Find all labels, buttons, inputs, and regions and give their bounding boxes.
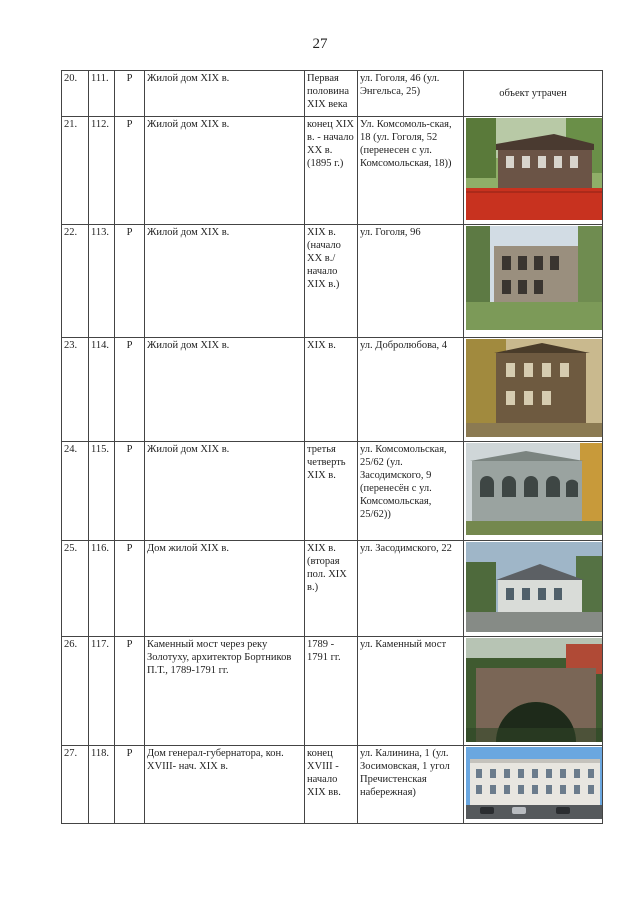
row-number: 20. xyxy=(62,71,89,117)
object-address: ул. Гоголя, 96 xyxy=(358,225,464,338)
wooden-house-red-fence-photo-icon xyxy=(466,118,603,220)
row-number: 25. xyxy=(62,541,89,637)
table-row xyxy=(62,637,603,746)
object-name: Жилой дом XIX в. xyxy=(145,71,305,117)
object-id: 113. xyxy=(89,225,115,338)
category: Р xyxy=(115,637,145,746)
ruined-brick-house-photo-icon xyxy=(466,226,603,330)
heritage-registry-table xyxy=(61,70,603,824)
object-id: 112. xyxy=(89,117,115,225)
object-address: ул. Комсомольская, 25/62 (ул. Засодимского, 9 (перенесён с ул. Комсомольская, 25/62)) xyxy=(358,442,464,541)
arched-window-house-photo-icon xyxy=(466,443,603,535)
object-id: 111. xyxy=(89,71,115,117)
wooden-house-trees-photo-icon xyxy=(466,339,603,437)
category: Р xyxy=(115,541,145,637)
table-row xyxy=(62,442,603,541)
row-number: 27. xyxy=(62,746,89,824)
object-id: 118. xyxy=(89,746,115,824)
object-name: Жилой дом XIX в. xyxy=(145,117,305,225)
object-date: Первая половина XIX века xyxy=(305,71,358,117)
object-photo xyxy=(464,637,603,746)
object-name: Жилой дом XIX в. xyxy=(145,338,305,442)
table-row xyxy=(62,338,603,442)
table-row xyxy=(62,71,603,117)
object-name: Дом генерал-губернатора, кон. XVIII- нач. XIX в. xyxy=(145,746,305,824)
row-number: 26. xyxy=(62,637,89,746)
object-address: ул. Добролюбова, 4 xyxy=(358,338,464,442)
object-photo xyxy=(464,117,603,225)
object-date: XIX в. (вторая пол. XIX в.) xyxy=(305,541,358,637)
row-number: 22. xyxy=(62,225,89,338)
table-row xyxy=(62,117,603,225)
object-name: Каменный мост через реку Золотуху, архитектор Бортников П.Т., 1789-1791 гг. xyxy=(145,637,305,746)
category: Р xyxy=(115,225,145,338)
row-number: 24. xyxy=(62,442,89,541)
table-row xyxy=(62,746,603,824)
object-id: 117. xyxy=(89,637,115,746)
object-photo xyxy=(464,541,603,637)
table-row xyxy=(62,541,603,637)
row-number: 23. xyxy=(62,338,89,442)
object-name: Дом жилой XIX в. xyxy=(145,541,305,637)
object-address: ул. Каменный мост xyxy=(358,637,464,746)
object-photo xyxy=(464,338,603,442)
object-date: XIX в. xyxy=(305,338,358,442)
page-number: 27 xyxy=(312,36,328,52)
object-date: третья четверть XIX в. xyxy=(305,442,358,541)
category: Р xyxy=(115,442,145,541)
object-address: ул. Засодимского, 22 xyxy=(358,541,464,637)
row-number: 21. xyxy=(62,117,89,225)
object-id: 115. xyxy=(89,442,115,541)
category: Р xyxy=(115,338,145,442)
stone-arch-bridge-photo-icon xyxy=(466,638,603,742)
object-address: ул. Калинина, 1 (ул. Зосимовская, 1 угол Пречистенская набережная) xyxy=(358,746,464,824)
object-photo xyxy=(464,442,603,541)
governor-house-photo-icon xyxy=(466,747,603,819)
object-date: XIX в. (начало XX в./ начало XIX в.) xyxy=(305,225,358,338)
object-id: 114. xyxy=(89,338,115,442)
object-date: 1789 - 1791 гг. xyxy=(305,637,358,746)
category: Р xyxy=(115,117,145,225)
category: Р xyxy=(115,746,145,824)
object-lost-note: объект утрачен xyxy=(464,71,603,117)
object-address: Ул. Комсомоль-ская, 18 (ул. Гоголя, 52 (перенесен с ул. Комсомольская, 18)) xyxy=(358,117,464,225)
object-name: Жилой дом XIX в. xyxy=(145,225,305,338)
object-photo xyxy=(464,225,603,338)
table-row xyxy=(62,225,603,338)
category: Р xyxy=(115,71,145,117)
object-photo xyxy=(464,746,603,824)
object-id: 116. xyxy=(89,541,115,637)
object-address: ул. Гоголя, 46 (ул. Энгельса, 25) xyxy=(358,71,464,117)
object-date: конец XIX в. - начало XX в. (1895 г.) xyxy=(305,117,358,225)
object-name: Жилой дом XIX в. xyxy=(145,442,305,541)
object-date: конец XVIII - начало XIX вв. xyxy=(305,746,358,824)
one-storey-house-photo-icon xyxy=(466,542,603,632)
